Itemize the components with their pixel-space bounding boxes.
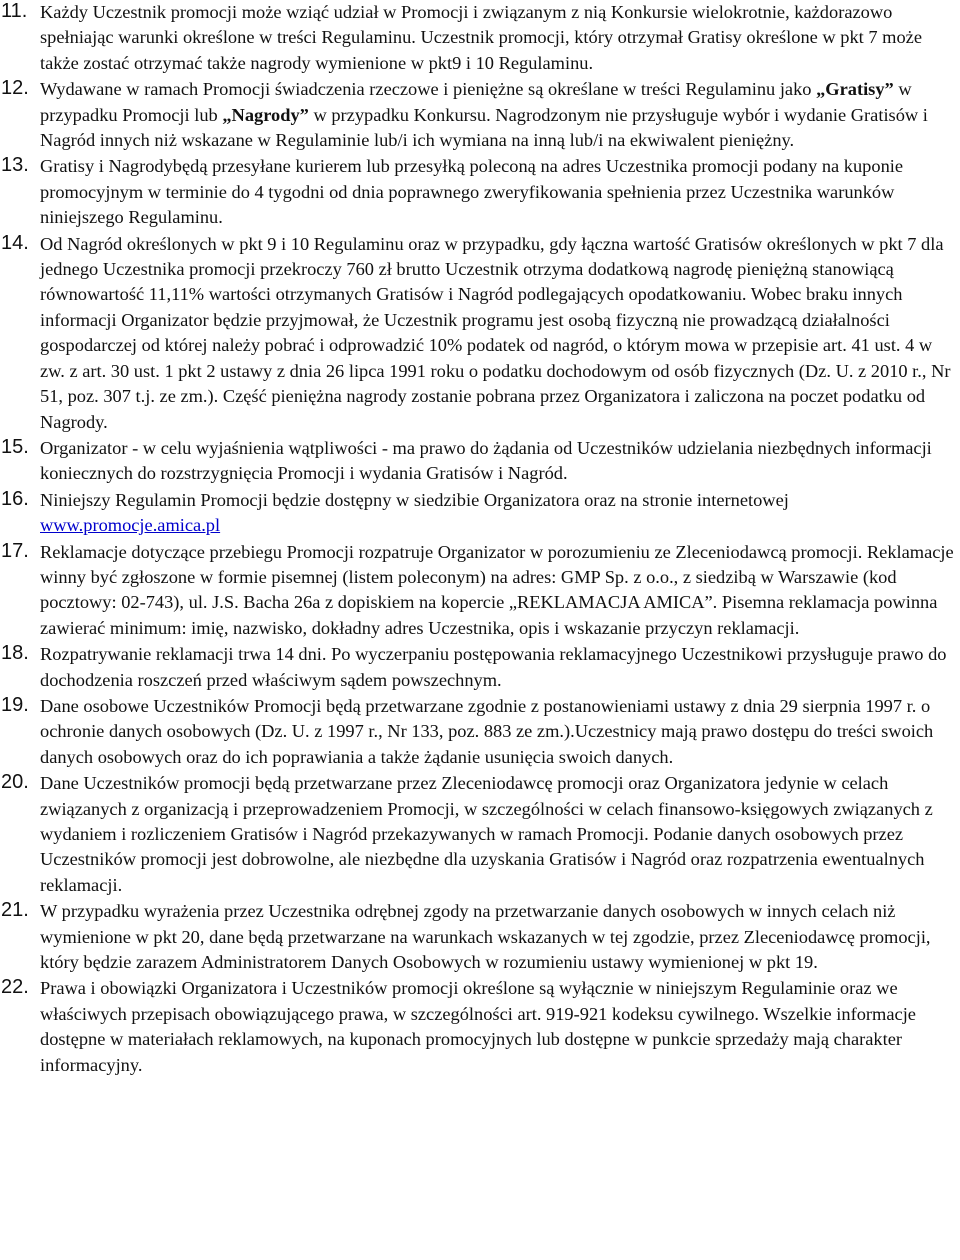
clause-18 bbox=[0, 642, 960, 693]
clause-11 bbox=[0, 0, 960, 76]
clause-22 bbox=[0, 976, 960, 1078]
clause-text: Dane osobowe Uczestników Promocji będą przetwarzane zgodnie z postanowieniami ustawy z dnia 29 sierpnia 1997 r. o ochronie danych osobowych (Dz. U. z 1997 r., Nr 133, poz. 883 ze zm.).Uczestnicy mają prawo dostępu do treści swoich danych osobowych oraz do ich poprawiania a także żądanie usunięcia swoich danych. bbox=[40, 695, 934, 767]
clause-21 bbox=[0, 899, 960, 975]
clause-text: Prawa i obowiązki Organizatora i Uczestników promocji określone są wyłącznie w niniejszym Regulaminie oraz we właściwych przepisach obowiązującego prawa, w szczególności art. 919-921 kodeksu cywilnego. Wszelkie informacje dostępne w materiałach reklamowych, na kuponach promocyjnych lub dostępne w punkcie sprzedaży mają charakter informacyjny. bbox=[40, 978, 916, 1075]
clause-19 bbox=[0, 694, 960, 770]
clause-text-part-b: w przypadku Promocji lub bbox=[40, 79, 912, 125]
clause-text: Niniejszy Regulamin Promocji będzie dostępny w siedzibie Organizatora oraz na stronie internetowej bbox=[40, 489, 789, 510]
clause-text: W przypadku wyrażenia przez Uczestnika odrębnej zgody na przetwarzanie danych osobowych w innych celach niż wymienione w pkt 20, dane będą przetwarzane na warunkach wskazanych w tej zgodzie, przez Zleceniodawcę promocji, który będzie zarazem Administratorem Danych Osobowych w rozumieniu ustawy wymienionej w pkt 19. bbox=[40, 901, 931, 973]
clause-number: 21. bbox=[1, 899, 29, 922]
clause-text: Dane Uczestników promocji będą przetwarzane przez Zleceniodawcę promocji oraz Organizatora jedynie w celach związanych z organizacją i przeprowadzeniem Promocji, w szczególności w celach finansowo-księgowych związanych z wydaniem i rozliczeniem Gratisów i Nagród przekazywanych w ramach Promocji. Podanie danych osobowych przez Uczestników promocji jest dobrowolne, ale niezbędne dla uzyskania Gratisów i Nagród oraz rozpatrzenia ewentualnych reklamacji. bbox=[40, 773, 933, 895]
clause-15 bbox=[0, 436, 960, 487]
clause-number: 18. bbox=[1, 642, 29, 665]
clause-number: 12. bbox=[1, 77, 29, 100]
clause-number: 17. bbox=[1, 539, 29, 562]
clause-text-part-a: Wydawane w ramach Promocji świadczenia rzeczowe i pieniężne są określane w treści Regulaminu jako bbox=[40, 79, 817, 100]
clause-number: 13. bbox=[1, 154, 29, 177]
promocje-website-link[interactable]: www.promocje.amica.pl bbox=[40, 515, 221, 536]
clause-13 bbox=[0, 154, 960, 230]
clause-text: Rozpatrywanie reklamacji trwa 14 dni. Po wyczerpaniu postępowania reklamacyjnego Uczestnikowi przysługuje prawo do dochodzenia roszczeń przed właściwym sądem powszechnym. bbox=[40, 644, 947, 690]
term-nagrody: „Nagrody” bbox=[222, 104, 309, 125]
clause-text: Reklamacje dotyczące przebiegu Promocji rozpatruje Organizator w porozumieniu ze Zleceniodawcą promocji. Reklamacje winny być zgłoszone w formie pisemnej (listem poleconym) na adres: GMP Sp. z o.o., z siedzibą w Warszawie (kod pocztowy: 02-743), ul. J.S. Bacha 26a z dopiskiem na kopercie „REKLAMACJA AMICA”. Pisemna reklamacja powinna zawierać minimum: imię, nazwisko, dokładny adres Uczestnika, opis i wskazanie przyczyn reklamacji. bbox=[40, 541, 954, 638]
clause-16 bbox=[0, 488, 960, 539]
clause-number: 14. bbox=[1, 231, 29, 254]
clause-number: 22. bbox=[1, 976, 29, 999]
clause-17 bbox=[0, 540, 960, 642]
clause-20 bbox=[0, 771, 960, 898]
clause-text: Organizator - w celu wyjaśnienia wątpliwości - ma prawo do żądania od Uczestników udzielania niezbędnych informacji koniecznych do rozstrzygnięcia Promocji i wydania Gratisów i Nagród. bbox=[40, 437, 932, 484]
clause-14 bbox=[0, 232, 960, 435]
term-gratisy: „Gratisy” bbox=[816, 79, 894, 100]
clause-number: 11. bbox=[1, 0, 28, 22]
clause-12 bbox=[0, 77, 960, 153]
clause-number: 19. bbox=[1, 693, 29, 716]
clause-number: 15. bbox=[1, 435, 29, 458]
clause-text: Od Nagród określonych w pkt 9 i 10 Regulaminu oraz w przypadku, gdy łączna wartość Gratisów określonych w pkt 7 dla jednego Uczestnika promocji przekroczy 760 zł brutto Uczestnik otrzyma dodatkową nagrodę pieniężną stanowiącą równowartość 11,11% wartości otrzymanych Gratisów i Nagród podlegających opodatkowaniu. Wobec braku innych informacji Organizator będzie przyjmował, że Uczestnik programu jest osobą fizyczną nie prowadzącą działalności gospodarczej od której należy pobrać i odprowadzić 10% podatek od nagród, o którym mowa w przepisie art. 41 ust. 4 w zw. z art. 30 ust. 1 pkt 2 ustawy z dnia 26 lipca 1991 roku o podatku dochodowym od osób fizycznych (Dz. U. z 2010 r., Nr 51, poz. 307 t.j. ze zm.). Część pieniężna nagrody zostanie pobrana przez Organizatora i zaliczona na poczet podatku od Nagrody. bbox=[40, 233, 951, 432]
clause-number: 16. bbox=[1, 487, 29, 510]
clause-text: Każdy Uczestnik promocji może wziąć udział w Promocji i związanym z nią Konkursie wielokrotnie, każdorazowo spełniając warunki określone w treści Regulaminu. Uczestnik promocji, który otrzymał Gratisy określone w pkt 7 może także zostać otrzymać także nagrody wymienione w pkt9 i 10 Regulaminu. bbox=[40, 2, 923, 73]
clause-number: 20. bbox=[1, 771, 29, 794]
clause-text-part-c: w przypadku Konkursu. Nagrodzonym nie przysługuje wybór i wydanie Gratisów i Nagród innych niż wskazane w Regulaminie lub/i ich wymiana na inną lub/i na ekwiwalent pieniężny. bbox=[40, 104, 928, 151]
clause-text: Gratisy i Nagrodybędą przesyłane kurierem lub przesyłką poleconą na adres Uczestnika promocji podany na kuponie promocyjnym w terminie do 4 tygodni od dnia poprawnego zweryfikowania spełnienia przez Uczestnika warunków niniejszego Regulaminu. bbox=[40, 156, 904, 228]
